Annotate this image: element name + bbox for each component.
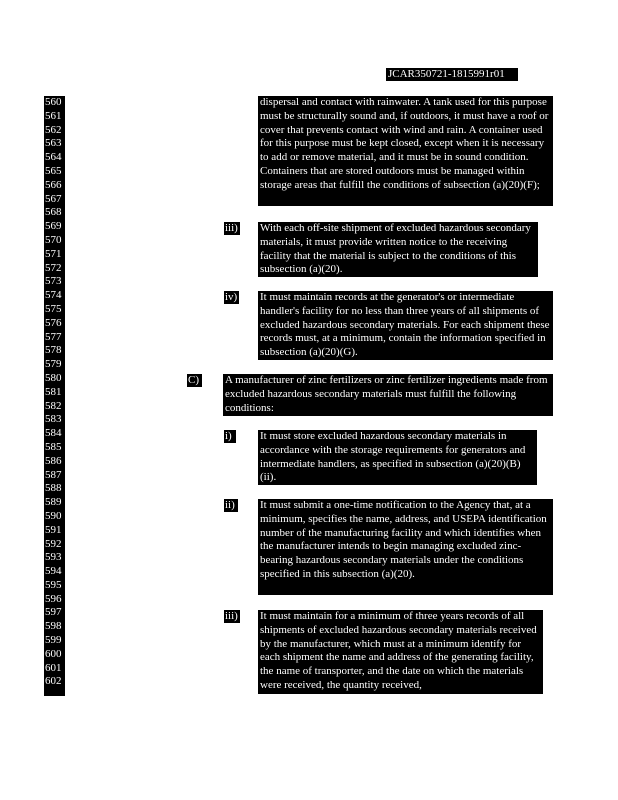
line-number: 593 bbox=[45, 551, 62, 564]
line-number: 569 bbox=[45, 220, 62, 233]
line-number: 573 bbox=[45, 275, 62, 288]
paragraph-text: A manufacturer of zinc fertilizers or zinc fertilizer ingredients made from excluded hazardous secondary materials must fulfill the following conditions: bbox=[223, 374, 553, 416]
line-number: 590 bbox=[45, 509, 62, 522]
line-number: 600 bbox=[45, 647, 62, 660]
paragraph-text: It must submit a one-time notification to the Agency that, at a minimum, specifies the name, address, and USEPA identification number of the manufacturing facility and which identifies when the manufacturer intends to begin managing excluded zinc-bearing hazardous secondary materials under the conditions specified in this subsection (a)(20). bbox=[258, 499, 553, 595]
line-number: 583 bbox=[45, 413, 62, 426]
line-number: 577 bbox=[45, 330, 62, 343]
subsection-marker: iii) bbox=[224, 610, 240, 623]
line-number: 562 bbox=[45, 123, 62, 136]
paragraph-text: It must maintain records at the generator's or intermediate handler's facility for no less than three years of all shipments of excluded hazardous secondary materials. For each shipment these records must, at a minimum, contain the information specified in subsection (a)(20)(G). bbox=[258, 291, 553, 360]
line-number: 567 bbox=[45, 192, 62, 205]
line-number: 587 bbox=[45, 468, 62, 481]
line-number: 599 bbox=[45, 634, 62, 647]
line-number: 578 bbox=[45, 344, 62, 357]
line-number: 565 bbox=[45, 164, 62, 177]
paragraph-text: It must store excluded hazardous secondary materials in accordance with the storage requirements for generators and intermediate handlers, as specified in subsection (a)(20)(B)(ii). bbox=[258, 430, 537, 485]
line-number: 589 bbox=[45, 496, 62, 509]
line-number: 586 bbox=[45, 454, 62, 467]
line-number: 568 bbox=[45, 206, 62, 219]
line-number: 579 bbox=[45, 358, 62, 371]
line-number: 572 bbox=[45, 261, 62, 274]
line-number: 580 bbox=[45, 371, 62, 384]
line-number: 560 bbox=[45, 96, 62, 108]
subsection-marker: iv) bbox=[225, 291, 238, 303]
line-number: 564 bbox=[45, 151, 62, 164]
line-number: 592 bbox=[45, 537, 62, 550]
line-number: 581 bbox=[45, 385, 62, 398]
document-id: JCAR350721-1815991r01 bbox=[386, 68, 518, 81]
subsection-marker: C) bbox=[187, 374, 202, 387]
line-number: 571 bbox=[45, 247, 62, 260]
line-number: 602 bbox=[45, 675, 62, 688]
line-number: 561 bbox=[45, 109, 62, 122]
line-number: 563 bbox=[45, 137, 62, 150]
line-number: 582 bbox=[45, 399, 62, 412]
paragraph-text: With each off-site shipment of excluded hazardous secondary materials, it must provide written notice to the receiving facility that the material is subject to the conditions of this subsection (a)(20). bbox=[258, 222, 538, 277]
line-number: 574 bbox=[45, 289, 62, 302]
line-number: 601 bbox=[45, 661, 62, 674]
line-number: 584 bbox=[45, 427, 62, 440]
line-number-column bbox=[44, 96, 65, 696]
line-number: 576 bbox=[45, 316, 62, 329]
line-number: 596 bbox=[45, 592, 62, 605]
paragraph-text: dispersal and contact with rainwater. A tank used for this purpose must be structurally sound and, if outdoors, it must have a roof or cover that prevents contact with wind and rain. A container used for this purpose must be kept closed, except when it is necessary to add or remove material, and it must be in sound condition. Containers that are stored outdoors must be managed within storage areas that fulfill the conditions of subsection (a)(20)(F); bbox=[258, 96, 553, 206]
line-number: 597 bbox=[45, 606, 62, 619]
paragraph-text: It must maintain for a minimum of three years records of all shipments of excluded hazardous secondary materials received by the manufacturer, which must at a minimum identify for each shipment the name and address of the generating facility, the name of transporter, and the date on which the materials were received, the quantity received, bbox=[258, 610, 543, 694]
subsection-marker: i) bbox=[224, 430, 236, 443]
line-number: 588 bbox=[45, 482, 62, 495]
line-number: 594 bbox=[45, 565, 62, 578]
line-number: 595 bbox=[45, 578, 62, 591]
line-number: 566 bbox=[45, 178, 62, 191]
line-number: 598 bbox=[45, 620, 62, 633]
line-number: 570 bbox=[45, 233, 62, 246]
line-number: 575 bbox=[45, 302, 62, 315]
line-number: 591 bbox=[45, 523, 62, 536]
subsection-marker: ii) bbox=[224, 499, 238, 512]
subsection-marker: iii) bbox=[224, 222, 240, 235]
line-number: 585 bbox=[45, 440, 62, 453]
